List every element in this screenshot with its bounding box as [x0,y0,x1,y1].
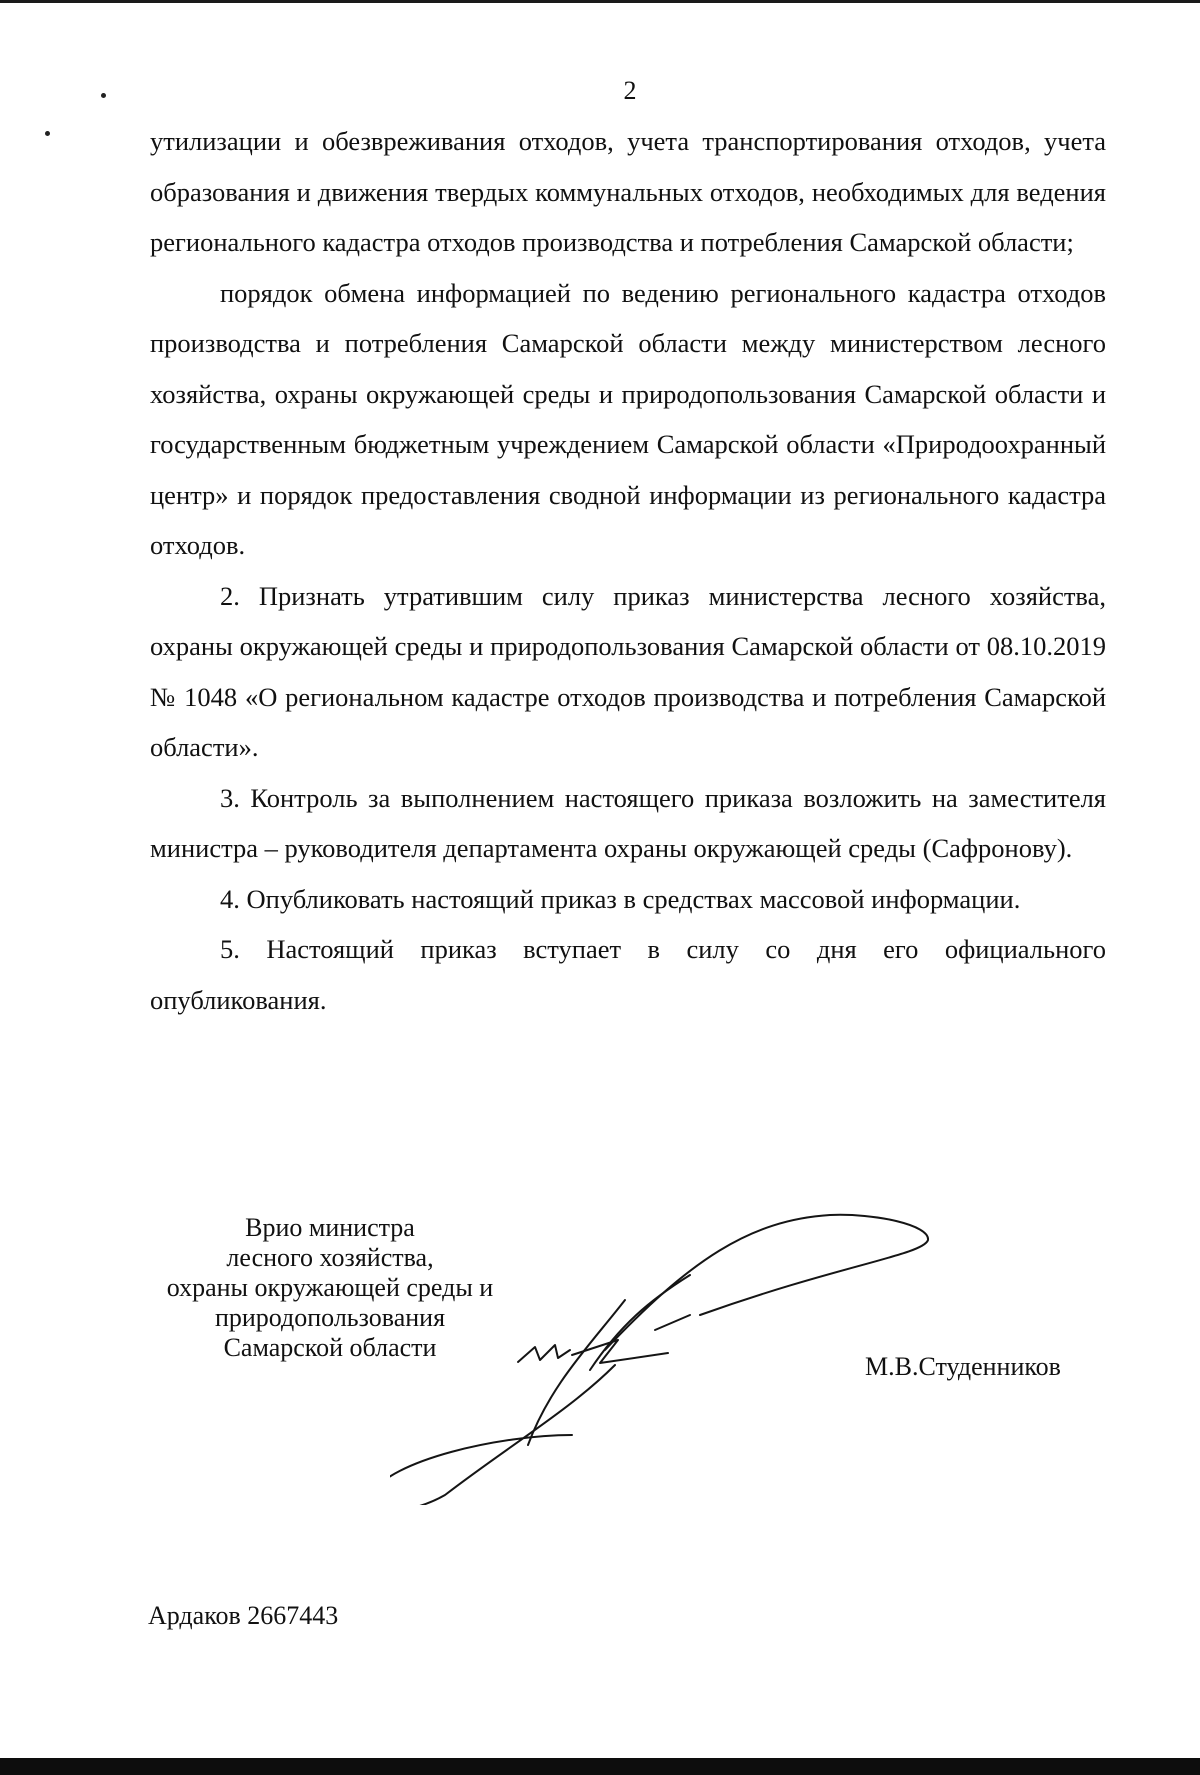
signer-title-line: лесного хозяйства, [226,1243,434,1272]
signer-title-line: Врио министра [245,1213,415,1242]
signer-title-line: охраны окружающей среды и [166,1273,494,1302]
paragraph-item-3: 3. Контроль за выполнением настоящего приказа возложить на заместителя министра – руководителя департамента охраны окружающей среды (Сафронову). [150,782,1106,863]
document-body [150,116,1106,1025]
signer-name: М.В.Студенников [865,1352,1061,1381]
scan-speck [45,131,50,136]
page-number: 2 [623,76,637,105]
executor-contact: Ардаков 2667443 [148,1601,339,1630]
signer-title-line: природопользования [214,1303,446,1332]
scan-bottom-edge [0,1758,1200,1775]
paragraph-item-2: 2. Признать утратившим силу приказ министерства лесного хозяйства, охраны окружающей среды и природопользования Самарской области от 08.10.2019 № 1048 «О региональном кадастре отходов производства и потребления Самарской области». [150,580,1106,762]
scan-speck [101,93,106,98]
scan-top-edge [0,0,1200,3]
paragraph-exchange-order: порядок обмена информацией по ведению регионального кадастра отходов производства и потребления Самарской области между министерством лесного хозяйства, охраны окружающей среды и природопользования Самарской области и государственным бюджетным учреждением Самарской области «Природоохранный центр» и порядок предоставления сводной информации из регионального кадастра отходов. [150,277,1106,560]
paragraph-continuation: утилизации и обезвреживания отходов, учета транспортирования отходов, учета образования и движения твердых коммунальных отходов, необходимых для ведения регионального кадастра отходов производства и потребления Самарской области; [150,126,1106,257]
paragraph-item-5: 5. Настоящий приказ вступает в силу со дня его официального опубликования. [150,934,1106,1015]
signer-title-line: Самарской области [223,1333,437,1362]
paragraph-item-4: 4. Опубликовать настоящий приказ в средствах массовой информации. [220,883,1021,914]
